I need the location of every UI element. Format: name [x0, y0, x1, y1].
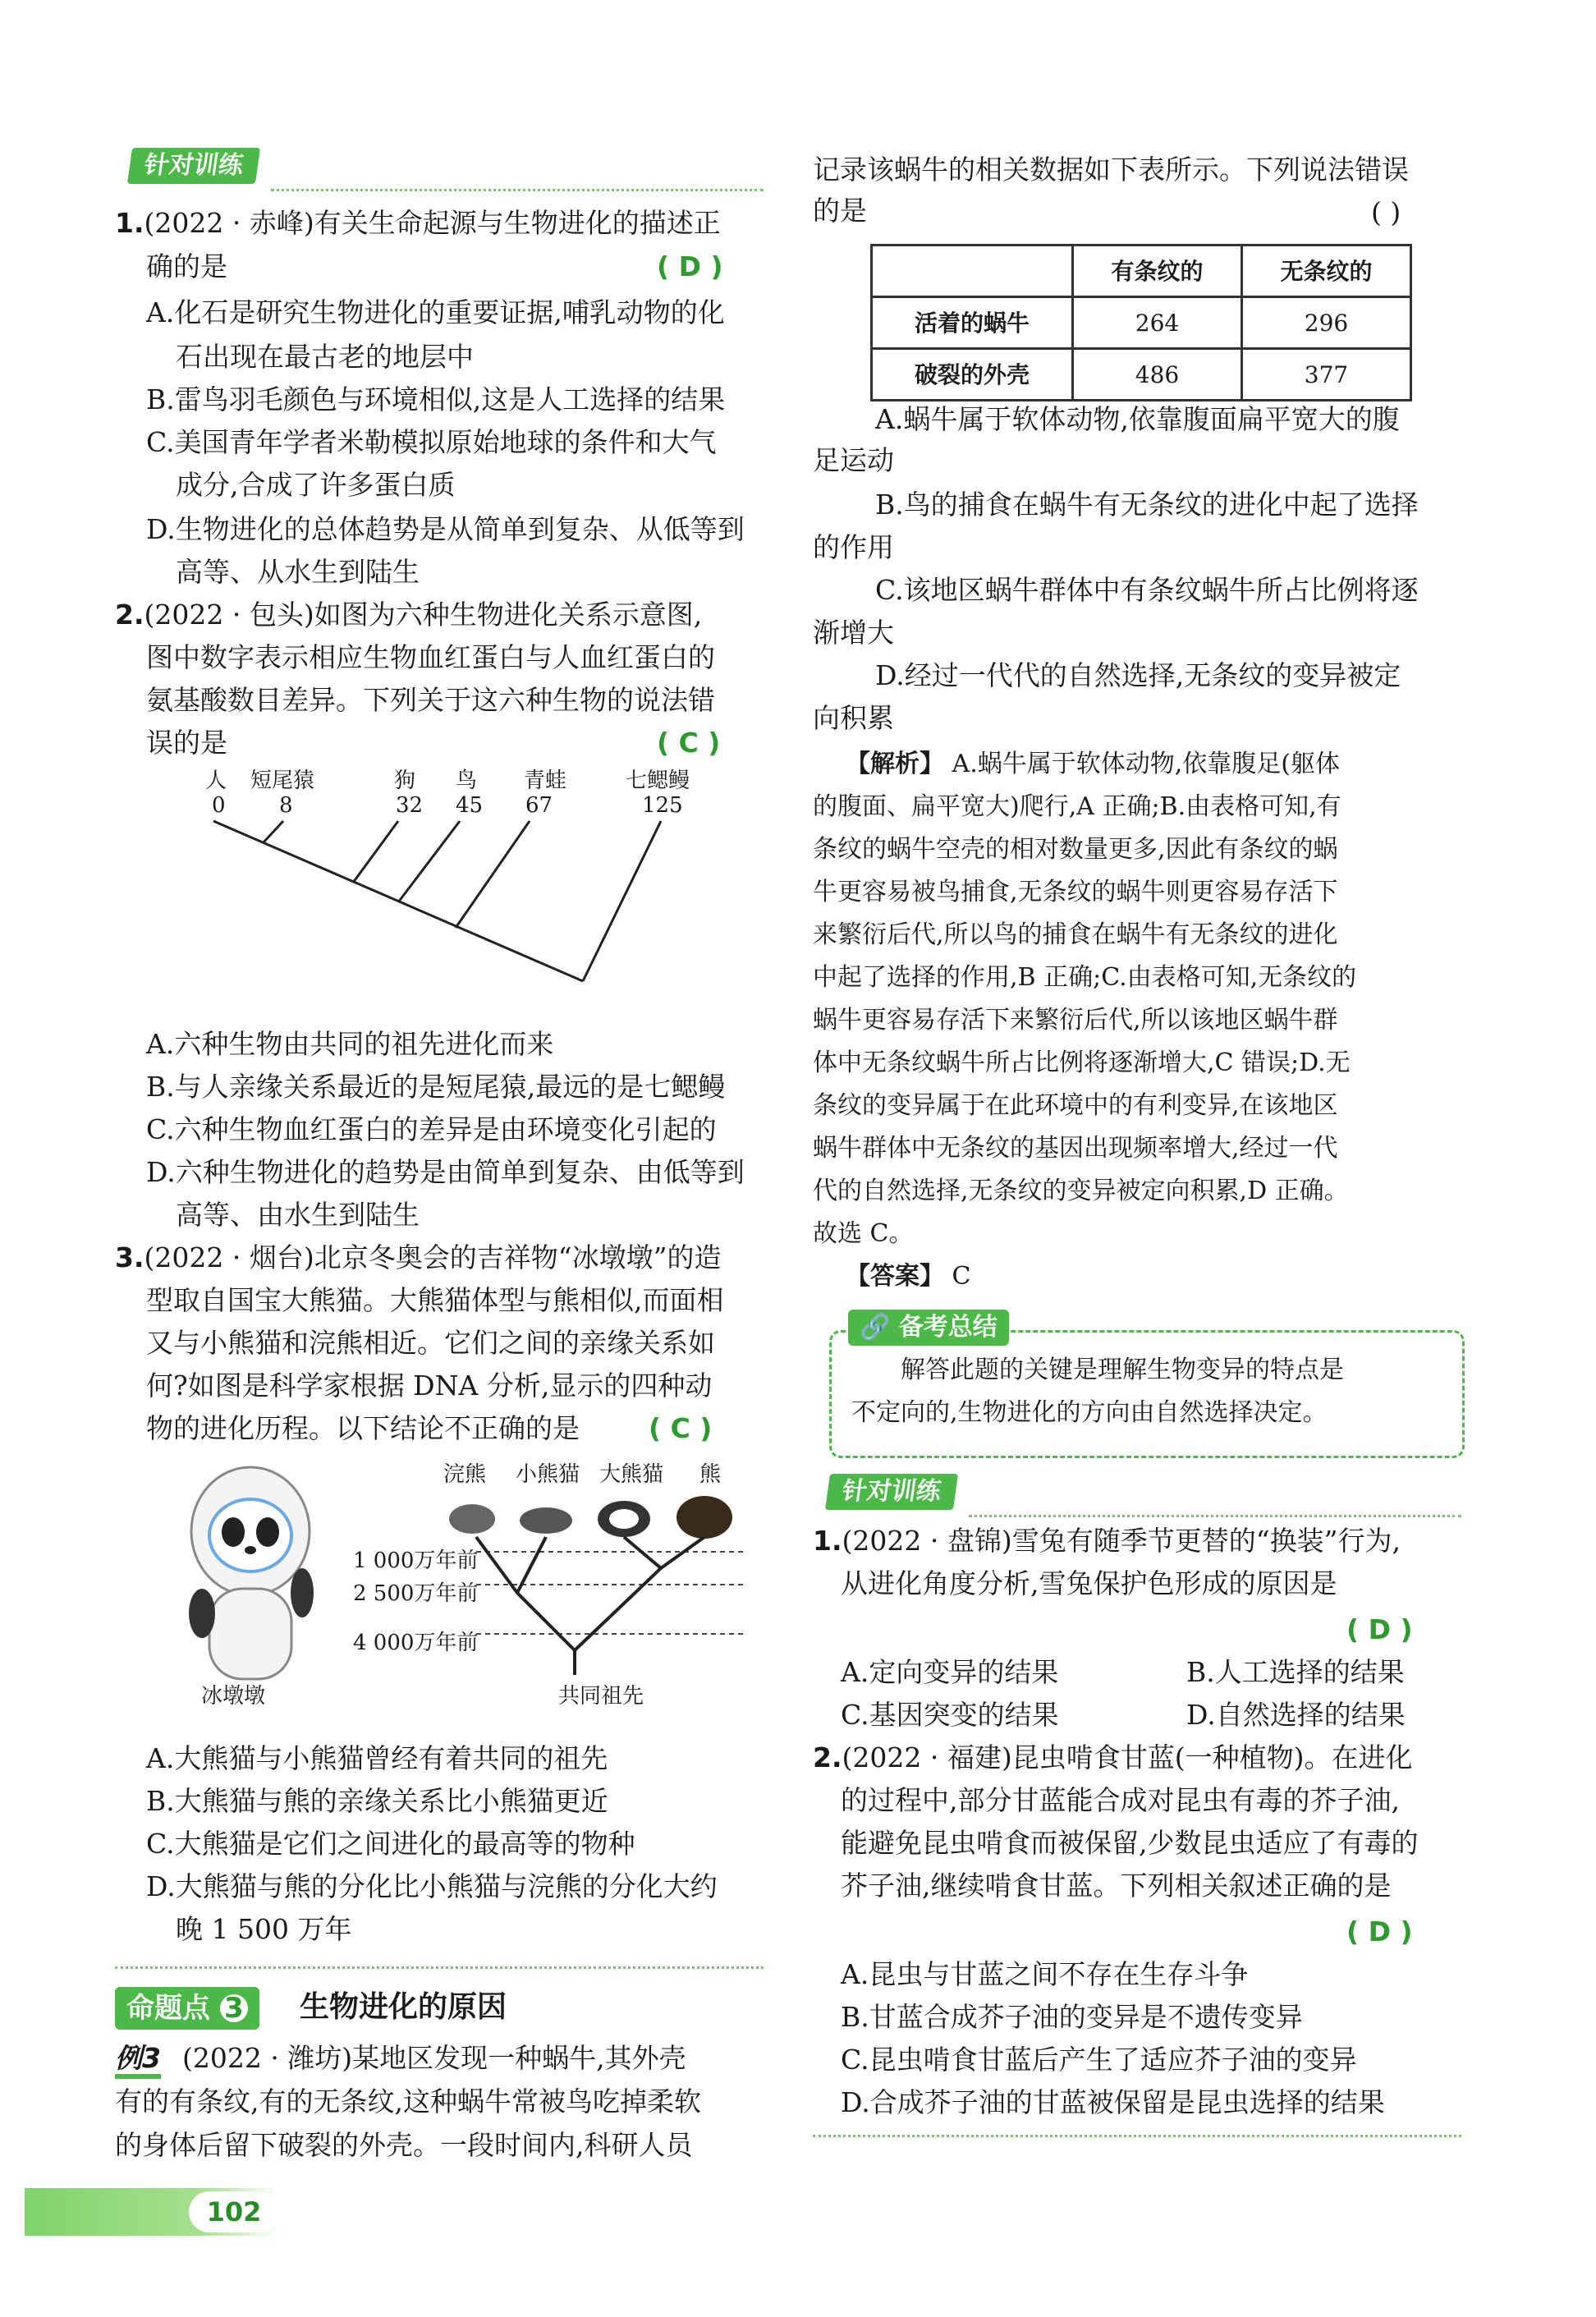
divider [115, 1966, 764, 1969]
example-option-a-cont: 足运动 [813, 444, 894, 476]
tree-species-human: 人 [205, 769, 227, 793]
q2-option-d: D.六种生物进化的趋势是由简单到复杂、由低等到 [146, 1156, 745, 1188]
tip-box [829, 1313, 1465, 1458]
q2-number: 2. [115, 599, 144, 631]
red-panda-image [520, 1507, 572, 1534]
r-q1-option-a: A.定向变异的结果 [841, 1656, 1059, 1688]
common-ancestor-label: 共同祖先 [558, 1684, 644, 1709]
time-10mya: 1 000万年前 [353, 1548, 479, 1573]
r-q2-stem-line1: (2022 · 福建)昆虫啃食甘蓝(一种植物)。在进化 [842, 1741, 1413, 1773]
example-option-b: B.鸟的捕食在蜗牛有无条纹的进化中起了选择 [875, 489, 1419, 521]
topic-number: 3 [220, 1994, 248, 2022]
tree-value-lamprey: 125 [642, 793, 683, 818]
analysis-line3: 条纹的蜗牛空壳的相对数量更多,因此有条纹的蜗 [813, 835, 1338, 864]
table-row [872, 349, 1411, 401]
r-q1-option-b: B.人工选择的结果 [1186, 1656, 1405, 1688]
q1-option-c: C.美国青年学者米勒模拟原始地球的条件和大气 [146, 426, 717, 458]
answer-line [846, 1255, 971, 1298]
q1-answer: ( D ) [657, 250, 723, 282]
q3-stem-line2: 型取自国宝大熊猫。大熊猫体型与熊相似,而面相 [146, 1284, 724, 1316]
r-q2-number: 2. [813, 1741, 842, 1773]
training-badge: 针对训练 [127, 148, 260, 184]
q2-stem-line3: 氨基酸数目差异。下列关于这六种生物的说法错 [146, 684, 715, 716]
animal-bear-label: 熊 [699, 1462, 722, 1487]
example-cont-line2: 的是 [813, 195, 867, 227]
q1-option-a-cont: 石出现在最古老的地层中 [176, 341, 474, 373]
analysis-line4: 牛更容易被鸟捕食,无条纹的蜗牛则更容易存活下 [813, 878, 1338, 906]
q3-option-d: D.大熊猫与熊的分化比小熊猫与浣熊的分化大约 [146, 1870, 718, 1902]
q2-stem-line2: 图中数字表示相应生物血红蛋白与人血红蛋白的 [146, 641, 715, 673]
r-q2-option-b: B.甘蓝合成芥子油的变异是不遗传变异 [841, 2001, 1303, 2033]
tree-value-human: 0 [212, 793, 226, 818]
tree-lines [115, 759, 772, 1006]
q2-option-c: C.六种生物血红蛋白的差异是由环境变化引起的 [146, 1113, 717, 1145]
q3-stem-line1: (2022 · 烟台)北京冬奥会的吉祥物“冰墩墩”的造 [144, 1241, 722, 1273]
analysis-line5: 来繁衍后代,所以鸟的捕食在蜗牛有无条纹的进化 [813, 920, 1338, 949]
q1-option-a: A.化石是研究生物进化的重要证据,哺乳动物的化 [146, 296, 725, 328]
analysis-line9: 条纹的变异属于在此环境中的有利变异,在该地区 [813, 1091, 1338, 1120]
tree-species-macaque: 短尾猿 [250, 769, 315, 793]
q3-option-c: C.大熊猫是它们之间进化的最高等的物种 [146, 1828, 635, 1860]
q2-option-a: A.六种生物由共同的祖先进化而来 [146, 1028, 554, 1060]
animal-red-panda-label: 小熊猫 [516, 1462, 580, 1487]
divider [271, 189, 764, 191]
analysis-line7: 蜗牛更容易存活下来繁衍后代,所以该地区蜗牛群 [813, 1006, 1338, 1035]
r-q1-stem-line1: (2022 · 盘锦)雪兔有随季节更替的“换装”行为, [842, 1525, 1401, 1557]
bear-image [676, 1496, 732, 1539]
example-stem [115, 2036, 686, 2080]
r-q1-option-c: C.基因突变的结果 [841, 1699, 1059, 1731]
example-option-c-cont: 渐增大 [813, 617, 894, 649]
snail-table [870, 244, 1412, 401]
divider [969, 1515, 1461, 1517]
table-cell: 486 [1073, 349, 1242, 401]
analysis-line6: 中起了选择的作用,B 正确;C.由表格可知,无条纹的 [813, 963, 1357, 992]
analysis-line8: 体中无条纹蜗牛所占比例将逐渐增大,C 错误;D.无 [813, 1048, 1351, 1077]
analysis-line2: 的腹面、扁平宽大)爬行,A 正确;B.由表格可知,有 [813, 792, 1341, 821]
q1-option-b: B.雷鸟羽毛颜色与环境相似,这是人工选择的结果 [146, 383, 726, 415]
analysis-line11: 代的自然选择,无条纹的变异被定向积累,D 正确。 [813, 1177, 1349, 1205]
training-badge: 针对训练 [825, 1474, 958, 1510]
tree-value-bird: 45 [456, 793, 484, 818]
animal-raccoon-label: 浣熊 [443, 1462, 487, 1487]
q1-option-c-cont: 成分,合成了许多蛋白质 [176, 469, 456, 501]
example-option-d-cont: 向积累 [813, 702, 894, 734]
divider [813, 2135, 1461, 2137]
r-q2-stem-line4: 芥子油,继续啃食甘蓝。下列相关叙述正确的是 [841, 1870, 1392, 1902]
page-number-bar [25, 2188, 279, 2236]
analysis-text: A.蜗牛属于软体动物,依靠腹足(躯体 [952, 750, 1340, 778]
tree-species-dog: 狗 [394, 769, 416, 793]
r-q2-stem-line2: 的过程中,部分甘蓝能合成对昆虫有毒的芥子油, [841, 1784, 1400, 1816]
animal-giant-panda-label: 大熊猫 [599, 1462, 664, 1487]
table-header-cell: 有条纹的 [1073, 245, 1242, 297]
q2-option-b: B.与人亲缘关系最近的是短尾猿,最远的是七鳃鳗 [146, 1071, 726, 1103]
time-25mya: 2 500万年前 [353, 1581, 479, 1606]
q3-option-a: A.大熊猫与小熊猫曾经有着共同的祖先 [146, 1742, 608, 1774]
raccoon-image [449, 1504, 495, 1534]
page-number: 102 [189, 2191, 279, 2232]
analysis-line1 [846, 743, 1340, 786]
q3-stem-line4: 何?如图是科学家根据 DNA 分析,显示的四种动 [146, 1370, 713, 1402]
q2-evolution-tree [115, 759, 772, 1006]
tree-species-frog: 青蛙 [524, 769, 567, 793]
r-q1-stem [813, 1519, 1401, 1562]
example-option-a: A.蜗牛属于软体动物,依靠腹面扁平宽大的腹 [875, 403, 1400, 435]
table-cell: 264 [1073, 297, 1242, 349]
tree-value-macaque: 8 [279, 793, 293, 818]
table-cell: 377 [1242, 349, 1411, 401]
analysis-line10: 蜗牛群体中无条纹的基因出现频率增大,经过一代 [813, 1134, 1338, 1163]
analysis-line12: 故选 C。 [813, 1219, 914, 1248]
topic-title: 生物进化的原因 [300, 1990, 507, 2024]
tip-title-text: 备考总结 [898, 1313, 998, 1342]
answer-value: C [952, 1262, 971, 1291]
r-q1-answer: ( D ) [1346, 1613, 1413, 1645]
example-line2: 有的有条纹,有的无条纹,这种蜗牛常被鸟吃掉柔软 [115, 2085, 701, 2117]
r-q2-stem-line3: 能避免昆虫啃食而被保留,少数昆虫适应了有毒的 [841, 1827, 1419, 1859]
q3-stem-line5: 物的进化历程。以下结论不正确的是 [146, 1412, 580, 1444]
example-cont-line1: 记录该蜗牛的相关数据如下表所示。下列说法错误 [813, 154, 1409, 186]
q3-option-b: B.大熊猫与熊的亲缘关系比小熊猫更近 [146, 1785, 608, 1817]
table-row [872, 297, 1411, 349]
table-header-cell [872, 245, 1073, 297]
topic-badge [115, 1987, 259, 2030]
example-answer-blank: ( ) [1371, 196, 1401, 228]
q1-stem-line1: (2022 · 赤峰)有关生命起源与生物进化的描述正 [144, 207, 721, 239]
r-q1-option-d: D.自然选择的结果 [1186, 1699, 1406, 1731]
table-header-row [872, 245, 1411, 297]
q2-stem-line4: 误的是 [146, 727, 227, 759]
topic-badge-label: 命题点 [126, 1992, 210, 2025]
example-option-d: D.经过一代代的自然选择,无条纹的变异被定 [875, 659, 1401, 691]
r-q2-stem [813, 1736, 1412, 1779]
r-q2-option-a: A.昆虫与甘蓝之间不存在生存斗争 [841, 1958, 1249, 1990]
table-header-cell: 无条纹的 [1242, 245, 1411, 297]
r-q2-option-d: D.合成芥子油的甘蓝被保留是昆虫选择的结果 [841, 2086, 1385, 2118]
tree-species-lamprey: 七鳃鳗 [626, 769, 690, 793]
q3-answer: ( C ) [649, 1412, 713, 1444]
table-cell: 296 [1242, 297, 1411, 349]
example-option-b-cont: 的作用 [813, 531, 894, 563]
tree-value-dog: 32 [396, 793, 424, 818]
r-q2-answer: ( D ) [1346, 1916, 1413, 1948]
q3-number: 3. [115, 1241, 144, 1273]
example-option-c: C.该地区蜗牛群体中有条纹蜗牛所占比例将逐 [875, 574, 1419, 606]
example-line3: 的身体后留下破裂的外壳。一段时间内,科研人员 [115, 2129, 693, 2161]
answer-label: 【答案】 [846, 1262, 944, 1291]
q3-stem [115, 1236, 721, 1279]
q3-stem-line3: 又与小熊猫和浣熊相近。它们之间的亲缘关系如 [146, 1327, 715, 1359]
q1-option-d: D.生物进化的总体趋势是从简单到复杂、从低等到 [146, 513, 745, 545]
tip-line1: 解答此题的关键是理解生物变异的特点是 [901, 1356, 1344, 1384]
q1-option-d-cont: 高等、从水生到陆生 [176, 556, 420, 588]
mascot-image [181, 1453, 320, 1691]
table-cell: 破裂的外壳 [872, 349, 1073, 401]
tree-species-bird: 鸟 [456, 769, 478, 793]
q1-stem-line2: 确的是 [146, 250, 227, 282]
tip-title: 🔗 备考总结 [848, 1310, 1009, 1346]
time-40mya: 4 000万年前 [353, 1631, 479, 1655]
q2-option-d-cont: 高等、由水生到陆生 [176, 1199, 420, 1231]
example-line1: (2022 · 潍坊)某地区发现一种蜗牛,其外壳 [181, 2042, 686, 2074]
q2-stem-line1: (2022 · 包头)如图为六种生物进化关系示意图, [144, 599, 703, 631]
q2-answer: ( C ) [657, 727, 721, 759]
q2-stem [115, 593, 702, 636]
r-q1-number: 1. [813, 1525, 842, 1557]
tip-line2: 不定向的,生物进化的方向由自然选择决定。 [851, 1398, 1328, 1427]
table-cell: 活着的蜗牛 [872, 297, 1073, 349]
r-q2-option-c: C.昆虫啃食甘蓝后产生了适应芥子油的变异 [841, 2044, 1357, 2076]
q3-option-d-cont: 晚 1 500 万年 [176, 1913, 352, 1945]
q1-stem [115, 201, 721, 245]
q1-number: 1. [115, 207, 144, 239]
analysis-label: 【解析】 [846, 750, 944, 778]
q3-figure [115, 1453, 772, 1732]
r-q1-stem-line2: 从进化角度分析,雪兔保护色形成的原因是 [841, 1567, 1337, 1599]
mascot-label: 冰墩墩 [201, 1684, 266, 1709]
tree-value-frog: 67 [525, 793, 553, 818]
example-label: 例3 [115, 2042, 161, 2079]
